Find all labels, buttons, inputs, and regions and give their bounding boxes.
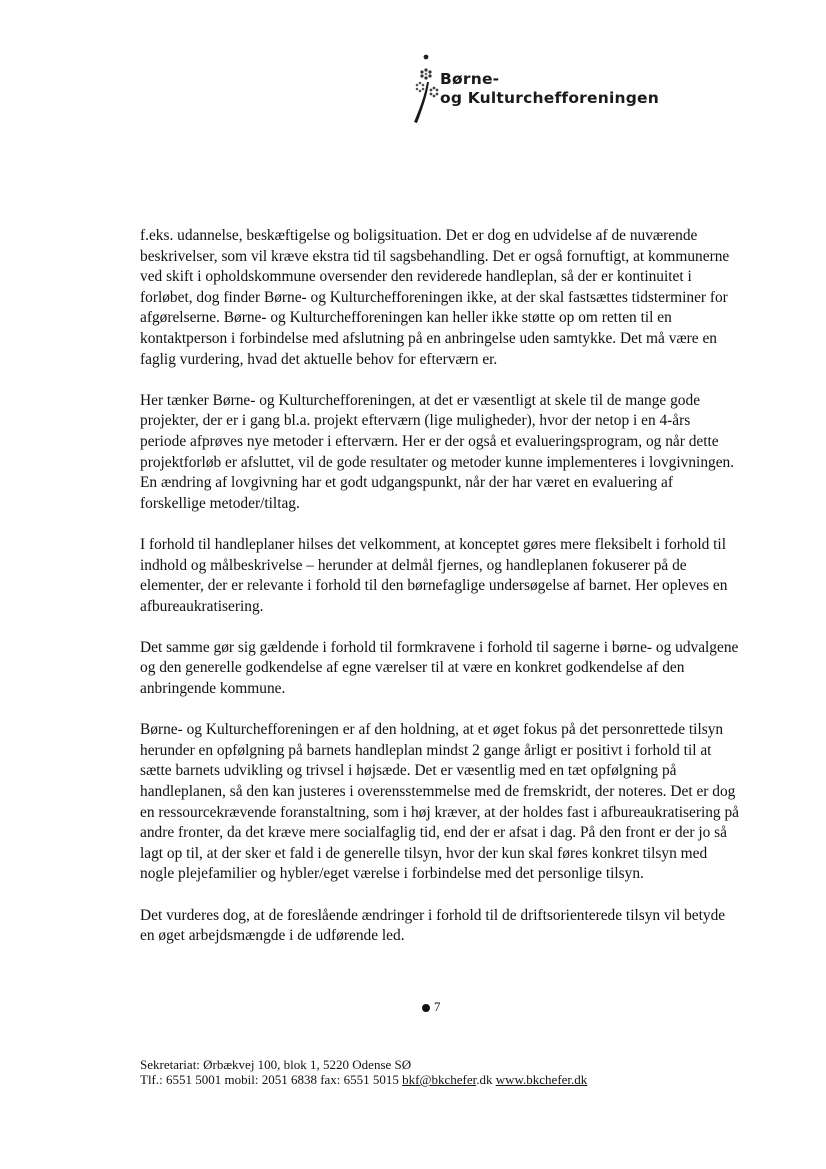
logo-line-1: Børne-: [440, 70, 500, 88]
footer: [140, 1057, 587, 1087]
bullet-icon: [422, 1004, 430, 1012]
email-link[interactable]: bkf@bkchefer: [402, 1072, 477, 1087]
flower-logo-icon: [412, 52, 442, 124]
logo-line-2: og Kulturchefforeningen: [440, 89, 659, 107]
paragraph: Det samme gør sig gældende i forhold til formkravene i forhold til sagerne i børne- og udvalgene og den generelle godkendelse af egne værelser til at være en konkret godkendelse af den anbringende kommune.: [140, 638, 739, 698]
footer-address: Sekretariat: Ørbækvej 100, blok 1, 5220 Odense SØ: [140, 1057, 412, 1072]
paragraph: Børne- og Kulturchefforeningen er af den holdning, at et øget fokus på det personrettede tilsyn herunder en opfølgning på barnets handleplan mindst 2 gange årligt er positivt i forhold til at sætte barnets udvikling og trivsel i højsæde. Det er væsentlig med en tæt opfølgning på handleplanen, så den kan justeres i overensstemmelse med de fremskridt, der noteres. Det er dog en ressourcekrævende foranstaltning, som i høj kræver, at der holdes fast i afbureaukratisering på andre fronter, da det kræve mere socialfaglig tid, end der er afsat i dag. På den front er der jo så lagt op til, at der sker et fald i de generelle tilsyn, hvor der kun skal føres konkret tilsyn med nogle plejefamilier og hybler/eget værelse i forbindelse med det personlige tilsyn.: [140, 721, 740, 883]
footer-contact: [140, 1072, 587, 1087]
paragraph: Her tænker Børne- og Kulturchefforeningen, at det er væsentligt at skele til de mange gode projekter, der er i gang bl.a. projekt efterværn (lige muligheder), hvor der netop i en 4-års periode afprøves nye metoder i efterværn. Her er der også et evalueringsprogram, og når dette projektforløb er afsluttet, vil de gode resultater og metoder kunne implementeres i lovgivningen. En ændring af lovgivning har et godt udgangspunkt, når der har været en evaluering af forskellige metoder/tiltag.: [140, 391, 735, 512]
paragraph: f.eks. udannelse, beskæftigelse og boligsituation. Det er dog en udvidelse af de nuværende beskrivelser, som vil kræve ekstra tid til sagsbehandling. Det er også fornuftigt, at kommunerne ved skift i opholdskommune oversender den reviderede handleplan, så der er kontinuitet i forløbet, dog finder Børne- og Kulturchefforeningen ikke, at der skal fastsættes tidsterminer for afgørelserne. Børne- og Kulturchefforeningen kan heller ikke støtte op om retten til en kontaktperson i forbindelse med afslutning på en anbringelse uden samtykke. Det må være en faglig vurdering, hvad det aktuelle behov for efterværn er.: [140, 227, 730, 368]
document-body: [140, 226, 740, 967]
paragraph: I forhold til handleplaner hilses det velkomment, at konceptet gøres mere fleksibelt i forhold til indhold og målbeskrivelse – herunder at delmål fjernes, og handleplanen fokuserer på de elementer, der er relevante i forhold til den børnefaglige undersøgelse af barnet. Her opleves en afbureaukratisering.: [140, 535, 728, 615]
page-number-value: 7: [434, 999, 441, 1014]
organization-logo: [412, 52, 672, 124]
page-number: [422, 999, 441, 1015]
email-suffix: .dk: [476, 1072, 493, 1087]
organization-name: [440, 70, 659, 108]
footer-phones: Tlf.: 6551 5001 mobil: 2051 6838 fax: 6551 5015: [140, 1072, 399, 1087]
website-link[interactable]: www.bkchefer.dk: [495, 1072, 588, 1087]
paragraph: Det vurderes dog, at de foreslående ændringer i forhold til de driftsorienterede tilsyn vil betyde en øget arbejdsmængde i de udførende led.: [140, 906, 726, 945]
